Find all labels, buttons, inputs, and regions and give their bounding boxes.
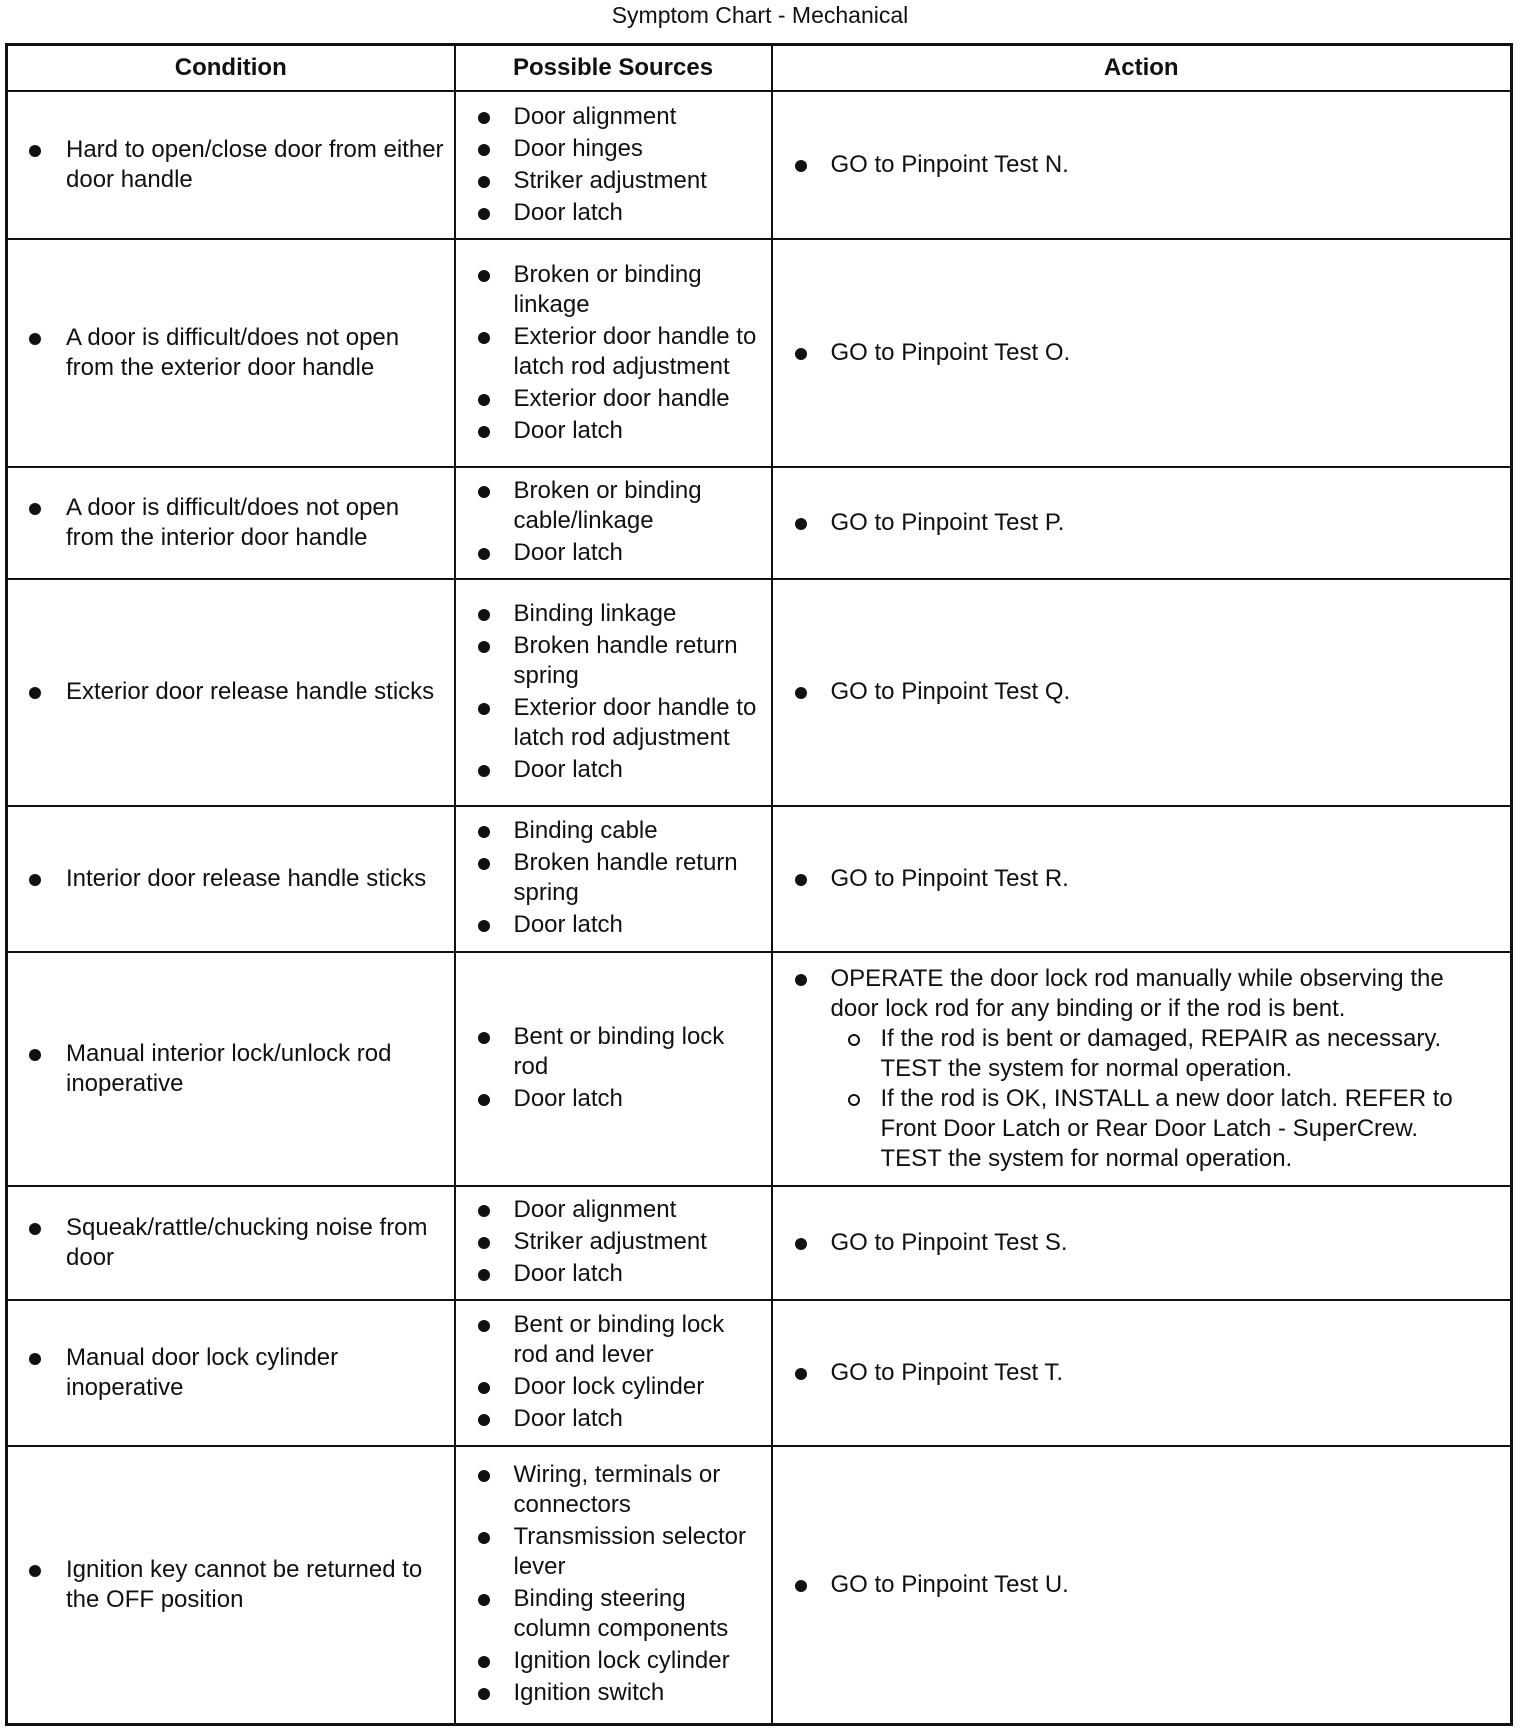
source-item: Door latch <box>514 416 765 446</box>
action-text: GO to Pinpoint Test O. <box>831 338 1491 368</box>
action-text: GO to Pinpoint Test T. <box>831 1358 1491 1388</box>
sources-cell <box>455 467 772 579</box>
action-header: Action <box>772 45 1512 92</box>
condition-text: Interior door release handle sticks <box>66 864 446 894</box>
action-item <box>831 964 1491 1174</box>
condition-cell <box>7 91 455 239</box>
action-cell <box>772 1300 1512 1446</box>
table-row <box>7 91 1512 239</box>
condition-text: Squeak/rattle/chucking noise from door <box>66 1213 446 1273</box>
condition-cell <box>7 1446 455 1725</box>
action-cell <box>772 1446 1512 1725</box>
source-item: Exterior door handle to latch rod adjustment <box>514 322 765 382</box>
source-item: Door alignment <box>514 102 765 132</box>
condition-text: A door is difficult/does not open from the exterior door handle <box>66 323 446 383</box>
source-item: Broken or binding cable/linkage <box>514 476 765 536</box>
condition-text: Ignition key cannot be returned to the OFF position <box>66 1555 446 1615</box>
sources-cell <box>455 1446 772 1725</box>
action-cell <box>772 1186 1512 1300</box>
page-title: Symptom Chart - Mechanical <box>611 2 909 28</box>
source-item: Door latch <box>514 755 765 785</box>
condition-text: Exterior door release handle sticks <box>66 677 446 707</box>
sources-cell <box>455 579 772 806</box>
action-cell <box>772 239 1512 467</box>
source-item: Exterior door handle to latch rod adjustment <box>514 693 765 753</box>
source-item: Ignition lock cylinder <box>514 1646 765 1676</box>
table-row <box>7 579 1512 806</box>
possible-sources-header: Possible Sources <box>455 45 772 92</box>
source-item: Door latch <box>514 1404 765 1434</box>
condition-cell <box>7 239 455 467</box>
sub-action-test: TEST the system for normal operation. <box>880 1144 1293 1172</box>
action-text: GO to Pinpoint Test Q. <box>831 677 1491 707</box>
source-item: Striker adjustment <box>514 166 765 196</box>
action-text: GO to Pinpoint Test S. <box>831 1228 1491 1258</box>
table-row <box>7 952 1512 1186</box>
action-text: OPERATE the door lock rod manually while observing the door lock rod for any binding or if the rod is bent. <box>830 964 1444 1022</box>
sources-cell <box>455 239 772 467</box>
action-cell <box>772 806 1512 952</box>
condition-cell <box>7 806 455 952</box>
source-item: Wiring, terminals or connectors <box>514 1460 765 1520</box>
condition-cell <box>7 952 455 1186</box>
condition-text: Manual interior lock/unlock rod inoperative <box>66 1039 446 1099</box>
condition-text: A door is difficult/does not open from the interior door handle <box>66 493 446 553</box>
table-row <box>7 1446 1512 1725</box>
condition-cell <box>7 467 455 579</box>
source-item: Door lock cylinder <box>514 1372 765 1402</box>
table-row <box>7 1300 1512 1446</box>
source-item: Door hinges <box>514 134 765 164</box>
sources-cell <box>455 1186 772 1300</box>
sub-action-text: If the rod is OK, INSTALL a new door latch. REFER to Front Door Latch or Rear Door Latch - SuperCrew. <box>880 1084 1453 1142</box>
table-row <box>7 806 1512 952</box>
source-item: Broken handle return spring <box>514 631 765 691</box>
source-item: Door latch <box>514 910 765 940</box>
action-cell <box>772 91 1512 239</box>
sources-cell <box>455 806 772 952</box>
action-cell <box>772 467 1512 579</box>
source-item: Binding steering column components <box>514 1584 765 1644</box>
sub-action-test: TEST the system for normal operation. <box>880 1054 1293 1082</box>
table-row <box>7 467 1512 579</box>
action-text: GO to Pinpoint Test N. <box>831 150 1491 180</box>
sub-action-text: If the rod is bent or damaged, REPAIR as necessary. <box>880 1024 1442 1052</box>
source-item: Door latch <box>514 198 765 228</box>
sources-cell <box>455 91 772 239</box>
source-item: Exterior door handle <box>514 384 765 414</box>
source-item: Door latch <box>514 1084 765 1114</box>
source-item: Binding linkage <box>514 599 765 629</box>
source-item: Broken handle return spring <box>514 848 765 908</box>
action-cell <box>772 579 1512 806</box>
source-item: Door alignment <box>514 1195 765 1225</box>
source-item: Door latch <box>514 538 765 568</box>
sub-action-item <box>881 1024 1491 1084</box>
source-item: Bent or binding lock rod <box>514 1022 765 1082</box>
sources-cell <box>455 952 772 1186</box>
source-item: Door latch <box>514 1259 765 1289</box>
source-item: Transmission selector lever <box>514 1522 765 1582</box>
symptom-chart-table <box>5 43 1513 1726</box>
table-row <box>7 239 1512 467</box>
action-text: GO to Pinpoint Test P. <box>831 508 1491 538</box>
action-text: GO to Pinpoint Test U. <box>831 1570 1491 1600</box>
condition-cell <box>7 579 455 806</box>
sub-action-item <box>881 1084 1491 1174</box>
condition-text: Hard to open/close door from either door handle <box>66 136 444 194</box>
condition-cell <box>7 1186 455 1300</box>
source-item: Ignition switch <box>514 1678 765 1708</box>
source-item: Striker adjustment <box>514 1227 765 1257</box>
source-item: Binding cable <box>514 816 765 846</box>
header-row <box>7 45 1512 92</box>
condition-cell <box>7 1300 455 1446</box>
condition-header: Condition <box>7 45 455 92</box>
action-cell <box>772 952 1512 1186</box>
source-item: Bent or binding lock rod and lever <box>514 1310 765 1370</box>
action-text: GO to Pinpoint Test R. <box>831 864 1491 894</box>
sources-cell <box>455 1300 772 1446</box>
condition-text: Manual door lock cylinder inoperative <box>66 1343 446 1403</box>
source-item: Broken or binding linkage <box>514 260 765 320</box>
table-row <box>7 1186 1512 1300</box>
